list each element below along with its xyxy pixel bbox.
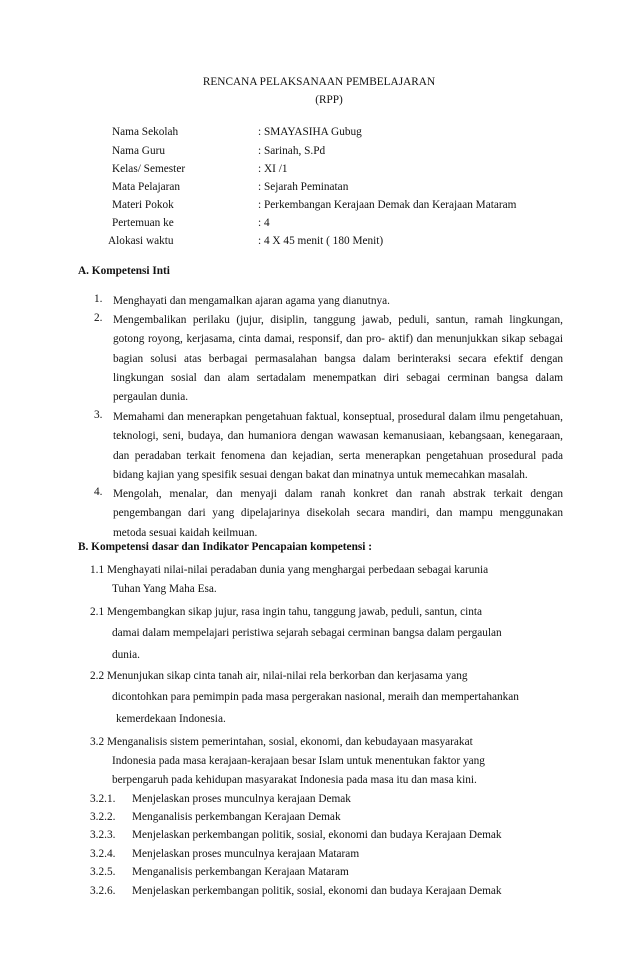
indicator-item: Menganalisis perkembangan Kerajaan Mataram bbox=[132, 866, 349, 878]
section-b-heading: B. Kompetensi dasar dan Indikator Pencapaian kompetensi : bbox=[78, 541, 372, 553]
list-item: Menghayati dan mengamalkan ajaran agama yang dianutnya. bbox=[113, 295, 390, 307]
indicator-item: Menjelaskan proses munculnya kerajaan Mataram bbox=[132, 848, 360, 860]
info-value: : XI /1 bbox=[258, 163, 288, 175]
indicator-item: Menganalisis perkembangan Kerajaan Demak bbox=[132, 811, 341, 823]
indicator-item: Menjelaskan perkembangan politik, sosial, ekonomi dan budaya Kerajaan Demak bbox=[132, 885, 502, 897]
competency-line: Tuhan Yang Maha Esa. bbox=[112, 583, 217, 595]
info-label: Mata Pelajaran bbox=[112, 181, 181, 193]
list-item: Memahami dan menerapkan pengetahuan faktual, konseptual, prosedural dalam ilmu pengetahuan, teknologi, seni, budaya, dan humaniora dengan wawasan kemanusiaan, kebangsaan, kenegaraan, dan peradaban terkait fenomena dan kejadian, serta menerapkan pengetahuan prosedural pada bidang kajian yang spesifik sesuai dengan bakat dan minatnya untuk memecahkan masalah. bbox=[113, 411, 563, 481]
competency-line: 3.2 Menganalisis sistem pemerintahan, sosial, ekonomi, dan kebudayaan masyarakat bbox=[90, 736, 473, 748]
indicator-item: Menjelaskan proses munculnya kerajaan Demak bbox=[132, 793, 351, 805]
list-item-number: 2. bbox=[94, 312, 103, 324]
indicator-number: 3.2.3. bbox=[90, 829, 116, 841]
competency-line: Indonesia pada masa kerajaan-kerajaan besar Islam untuk menentukan faktor yang bbox=[112, 755, 485, 767]
info-label: Materi Pokok bbox=[112, 199, 174, 211]
competency-line: 1.1 Menghayati nilai-nilai peradaban dunia yang menghargai perbedaan sebagai karunia bbox=[90, 564, 489, 576]
indicator-number: 3.2.2. bbox=[90, 811, 116, 823]
indicator-number: 3.2.1. bbox=[90, 793, 116, 805]
indicator-number: 3.2.6. bbox=[90, 885, 116, 897]
competency-line: kemerdekaan Indonesia. bbox=[116, 713, 226, 725]
list-item: Mengembalikan perilaku (jujur, disiplin, tanggung jawab, peduli, santun, ramah lingkungan, gotong royong, kerjasama, cinta damai, responsif, dan pro- aktif) dan menunjukkan sikap sebagai bagian solusi atas berbagai permasalahan bangsa dalam berinteraksi secara efektif dengan lingkungan sosial dan alam sertadalam menempatkan diri sebagai cerminan bangsa dalam pergaulan dunia. bbox=[113, 314, 563, 404]
list-item-number: 3. bbox=[94, 409, 103, 421]
competency-line: 2.2 Menunjukan sikap cinta tanah air, nilai-nilai rela berkorban dan kerjasama yang bbox=[90, 670, 468, 682]
info-label: Nama Sekolah bbox=[112, 126, 179, 138]
info-value: : SMAYASIHA Gubug bbox=[258, 126, 362, 138]
list-item: Mengolah, menalar, dan menyaji dalam ranah konkret dan ranah abstrak terkait dengan pengembangan dari yang dipelajarinya disekolah secara mandiri, dan mampu menggunakan metoda sesuai kaidah keilmuan. bbox=[113, 488, 563, 539]
info-value: : Perkembangan Kerajaan Demak dan Kerajaan Mataram bbox=[258, 199, 517, 211]
section-a-heading: A. Kompetensi Inti bbox=[78, 265, 170, 277]
list-item-number: 1. bbox=[94, 293, 103, 305]
list-item-number: 4. bbox=[94, 486, 103, 498]
document-subtitle: (RPP) bbox=[315, 94, 343, 106]
competency-line: dicontohkan para pemimpin pada masa pergerakan nasional, meraih dan mempertahankan bbox=[112, 691, 519, 703]
info-value: : 4 X 45 menit ( 180 Menit) bbox=[258, 235, 384, 247]
competency-line: berpengaruh pada kehidupan masyarakat Indonesia pada masa itu dan masa kini. bbox=[112, 774, 477, 786]
competency-line: damai dalam mempelajari peristiwa sejarah sebagai cerminan bangsa dalam pergaulan bbox=[112, 627, 502, 639]
indicator-number: 3.2.4. bbox=[90, 848, 116, 860]
info-value: : Sejarah Peminatan bbox=[258, 181, 349, 193]
competency-line: 2.1 Mengembangkan sikap jujur, rasa ingin tahu, tanggung jawab, peduli, santun, cinta bbox=[90, 606, 483, 618]
info-label: Kelas/ Semester bbox=[112, 163, 186, 175]
info-value: : Sarinah, S.Pd bbox=[258, 145, 326, 157]
indicator-item: Menjelaskan perkembangan politik, sosial, ekonomi dan budaya Kerajaan Demak bbox=[132, 829, 502, 841]
document-title: RENCANA PELAKSANAAN PEMBELAJARAN bbox=[202, 76, 436, 88]
info-label: Alokasi waktu bbox=[108, 235, 174, 247]
info-label: Nama Guru bbox=[112, 145, 166, 157]
info-label: Pertemuan ke bbox=[112, 217, 174, 229]
competency-line: dunia. bbox=[112, 649, 140, 661]
info-value: : 4 bbox=[258, 217, 270, 229]
indicator-number: 3.2.5. bbox=[90, 866, 116, 878]
